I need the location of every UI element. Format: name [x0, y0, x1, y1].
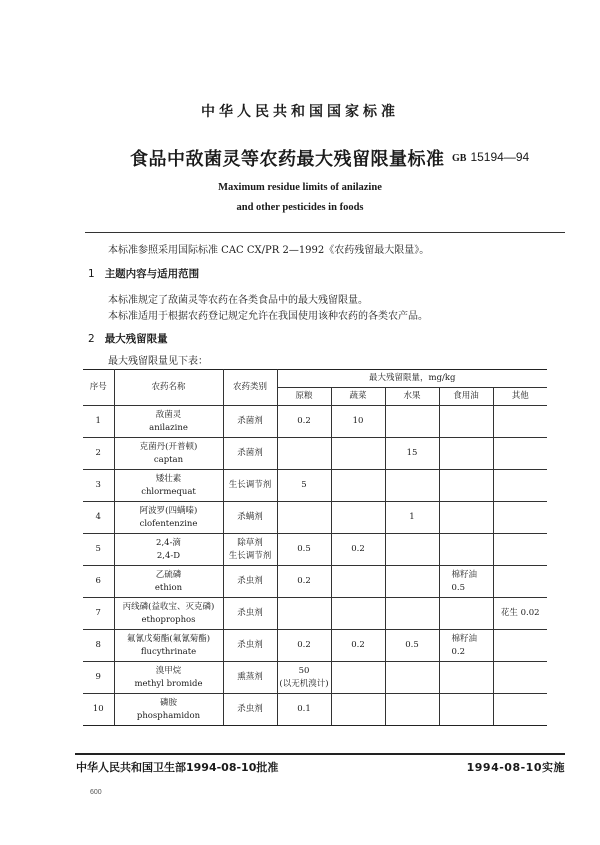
table-row: [83, 694, 547, 726]
header-category: 农药类别: [223, 370, 277, 406]
cell-category: [223, 662, 277, 694]
cell-vegetables: [331, 598, 385, 630]
cell-grain-line1: 5: [301, 480, 307, 490]
cell-category: [223, 534, 277, 566]
section-number: 1: [88, 268, 95, 280]
cell-other: [493, 566, 547, 598]
cell-edible-oil-line1: 棉籽油 0.5: [451, 569, 478, 593]
cell-name: [114, 662, 223, 694]
header-name: 农药名称: [114, 370, 223, 406]
cell-fruit: [385, 598, 439, 630]
cell-vegetables: [331, 662, 385, 694]
english-title-line2: and other pesticides in foods: [236, 202, 364, 213]
cell-edible-oil: [439, 438, 493, 470]
table-row: [83, 502, 547, 534]
table-row: [83, 598, 547, 630]
section-1-paragraph-1: 本标准规定了敌菌灵等农药在各类食品中的最大残留限量。: [108, 295, 368, 306]
cell-vegetables: [331, 502, 385, 534]
standard-prefix: GB: [452, 153, 467, 164]
cell-no: [83, 502, 114, 534]
cell-no-line1: 5: [95, 544, 101, 554]
cell-no-line1: 9: [95, 672, 101, 682]
section-title: 最大残留限量: [104, 333, 168, 345]
cell-vegetables: [331, 438, 385, 470]
cell-no-line1: 4: [95, 512, 101, 522]
cell-category-line1: 杀虫剂: [237, 704, 263, 714]
header-divider: [85, 232, 565, 233]
cell-no-line1: 3: [95, 480, 101, 490]
cell-name-line2: methyl bromide: [134, 678, 203, 689]
cell-other: [493, 694, 547, 726]
cell-edible-oil: [439, 598, 493, 630]
cell-name: [114, 534, 223, 566]
cell-category: [223, 470, 277, 502]
cell-name-line2: chlormequat: [141, 486, 196, 497]
cell-fruit: [385, 406, 439, 438]
english-title-line1: Maximum residue limits of anilazine: [218, 182, 382, 193]
cell-no: [83, 438, 114, 470]
header-edible-oil: 食用油: [439, 388, 493, 406]
cell-category: [223, 502, 277, 534]
cell-fruit: [385, 502, 439, 534]
cell-grain: [277, 534, 331, 566]
cell-name-line1: 2,4-滴: [156, 537, 181, 548]
cell-name-line1: 乙硫磷: [155, 569, 182, 580]
cell-grain-line1: 0.5: [297, 544, 311, 554]
cell-no-line1: 6: [95, 576, 101, 586]
section-number: 2: [88, 333, 95, 345]
section-title: 主题内容与适用范围: [104, 268, 200, 280]
cell-edible-oil: [439, 662, 493, 694]
cell-name-line1: 氟氰戊菊酯(氟氰菊酯): [126, 633, 211, 644]
cell-fruit: [385, 694, 439, 726]
cell-edible-oil: [439, 694, 493, 726]
cell-other: [493, 406, 547, 438]
cell-category-line1: 杀虫剂: [237, 640, 263, 650]
cell-grain: [277, 406, 331, 438]
cell-category-line2: 生长调节剂: [228, 550, 272, 561]
cell-no-line1: 10: [92, 704, 104, 714]
standard-code: [452, 150, 529, 164]
cell-no: [83, 470, 114, 502]
header-mrl-group: 最大残留限量，mg/kg: [277, 370, 547, 388]
cell-edible-oil: [439, 406, 493, 438]
cell-category: [223, 566, 277, 598]
cell-fruit: [385, 662, 439, 694]
cell-name: [114, 630, 223, 662]
cell-category: [223, 598, 277, 630]
cell-category-line1: 杀菌剂: [237, 448, 263, 458]
cell-category: [223, 630, 277, 662]
cell-other: [493, 630, 547, 662]
cell-vegetables: [331, 534, 385, 566]
table-row: [83, 470, 547, 502]
cell-name-line1: 磷胺: [159, 697, 177, 708]
cell-no: [83, 598, 114, 630]
cell-other: [493, 470, 547, 502]
cell-name-line1: 阿波罗(四螨嗪): [139, 505, 198, 516]
cell-fruit: [385, 630, 439, 662]
implementation-date: 1994-08-10实施: [466, 761, 565, 774]
section-2-heading: [88, 331, 168, 346]
cell-name-line2: 2,4-D: [156, 550, 181, 561]
section-1-paragraph-2: 本标准适用于根据农药登记规定允许在我国使用该种农药的各类农产品。: [108, 311, 428, 322]
cell-other-line1: 花生 0.02: [500, 608, 540, 618]
header-no: 序号: [83, 370, 114, 406]
footer-divider: [75, 753, 565, 755]
cell-grain: [277, 662, 331, 694]
cell-vegetables: [331, 566, 385, 598]
cell-edible-oil: [439, 470, 493, 502]
table-row: [83, 438, 547, 470]
cell-name: [114, 694, 223, 726]
cell-name: [114, 438, 223, 470]
cell-fruit-line1: 0.5: [405, 640, 419, 650]
cell-vegetables: [331, 694, 385, 726]
cell-edible-oil: [439, 630, 493, 662]
cell-name-line2: ethoprophos: [141, 614, 196, 625]
cell-no-line1: 8: [95, 640, 101, 650]
cell-grain: [277, 470, 331, 502]
cell-grain: [277, 694, 331, 726]
cell-name-line2: ethion: [154, 582, 183, 593]
cell-fruit: [385, 534, 439, 566]
cell-vegetables: [331, 630, 385, 662]
approval-statement: 中华人民共和国卫生部1994-08-10批准: [76, 761, 279, 774]
cell-grain: [277, 566, 331, 598]
mrl-table: [83, 369, 547, 726]
cell-vegetables-line1: 0.2: [351, 640, 365, 650]
cell-name: [114, 566, 223, 598]
cell-category-line1: 杀菌剂: [237, 416, 263, 426]
cell-grain-line1: 0.2: [297, 576, 311, 586]
cell-fruit: [385, 438, 439, 470]
cell-category-line1: 除草剂: [237, 537, 263, 548]
cell-name-line1: 溴甲烷: [155, 665, 182, 676]
cell-vegetables: [331, 470, 385, 502]
national-standard-label: 中华人民共和国国家标准: [201, 104, 399, 120]
cell-name-line1: 矮壮素: [155, 473, 182, 484]
cell-grain: [277, 502, 331, 534]
cell-fruit-line1: 1: [409, 512, 415, 522]
table-row: [83, 662, 547, 694]
section-1-heading: [88, 266, 199, 281]
cell-edible-oil-line1: 棉籽油 0.2: [451, 633, 478, 657]
cell-category-line1: 杀螨剂: [237, 512, 263, 522]
cell-grain: [277, 438, 331, 470]
table-row: [83, 566, 547, 598]
cell-name: [114, 598, 223, 630]
cell-grain-line1: 0.2: [297, 640, 311, 650]
cell-edible-oil: [439, 502, 493, 534]
cell-name: [114, 470, 223, 502]
cell-name: [114, 406, 223, 438]
cell-other: [493, 598, 547, 630]
english-title: [0, 178, 600, 218]
cell-other: [493, 438, 547, 470]
cell-category-line1: 生长调节剂: [228, 480, 272, 490]
cell-no: [83, 694, 114, 726]
cell-no: [83, 534, 114, 566]
cell-fruit-line1: 15: [406, 448, 418, 458]
cell-vegetables: [331, 406, 385, 438]
cell-no: [83, 406, 114, 438]
cell-no-line1: 7: [95, 608, 101, 618]
cell-grain-line1: 0.2: [297, 416, 311, 426]
header-grain: 原粮: [277, 388, 331, 406]
page-number: 600: [90, 789, 102, 796]
section-2-paragraph-1: 最大残留限量见下表：: [108, 356, 208, 367]
header-other: 其他: [493, 388, 547, 406]
cell-name-line1: 丙线磷(益收宝、灭克磷): [122, 601, 215, 612]
cell-vegetables-line1: 10: [352, 416, 364, 426]
table-row: [83, 534, 547, 566]
cell-no: [83, 630, 114, 662]
cell-no: [83, 566, 114, 598]
cell-grain-line2: (以无机溴计): [279, 678, 329, 689]
cell-grain: [277, 598, 331, 630]
cell-grain-line1: 0.1: [297, 704, 311, 714]
cell-name-line2: anilazine: [149, 422, 188, 433]
cell-name-line2: flucythrinate: [140, 646, 197, 657]
cell-category: [223, 406, 277, 438]
cell-fruit: [385, 566, 439, 598]
cell-category: [223, 438, 277, 470]
header-vegetables: 蔬菜: [331, 388, 385, 406]
cell-grain: [277, 630, 331, 662]
table-row: [83, 406, 547, 438]
cell-no-line1: 2: [95, 448, 101, 458]
cell-name-line2: phosphamidon: [136, 710, 201, 721]
cell-name-line2: captan: [153, 454, 184, 465]
cell-name-line1: 克菌丹(开普顿): [139, 441, 198, 452]
cell-vegetables-line1: 0.2: [351, 544, 365, 554]
cell-name-line2: clofentenzine: [139, 518, 198, 529]
cell-grain-line1: 50: [298, 665, 310, 676]
table-row: [83, 630, 547, 662]
cell-no: [83, 662, 114, 694]
cell-category-line1: 杀虫剂: [237, 576, 263, 586]
cell-category-line1: 熏蒸剂: [237, 672, 263, 682]
document-title: 食品中敌菌灵等农药最大残留限量标准: [130, 149, 445, 170]
cell-other: [493, 662, 547, 694]
cell-name-line1: 敌菌灵: [155, 409, 182, 420]
cell-fruit: [385, 470, 439, 502]
cell-no-line1: 1: [95, 416, 101, 426]
cell-name: [114, 502, 223, 534]
intro-paragraph: 本标准参照采用国际标准 CAC CX/PR 2—1992《农药残留最大限量》。: [108, 245, 430, 256]
cell-edible-oil: [439, 566, 493, 598]
standard-number: 15194—94: [470, 150, 530, 164]
cell-other: [493, 502, 547, 534]
cell-category: [223, 694, 277, 726]
cell-edible-oil: [439, 534, 493, 566]
cell-other: [493, 534, 547, 566]
cell-category-line1: 杀虫剂: [237, 608, 263, 618]
header-fruit: 水果: [385, 388, 439, 406]
